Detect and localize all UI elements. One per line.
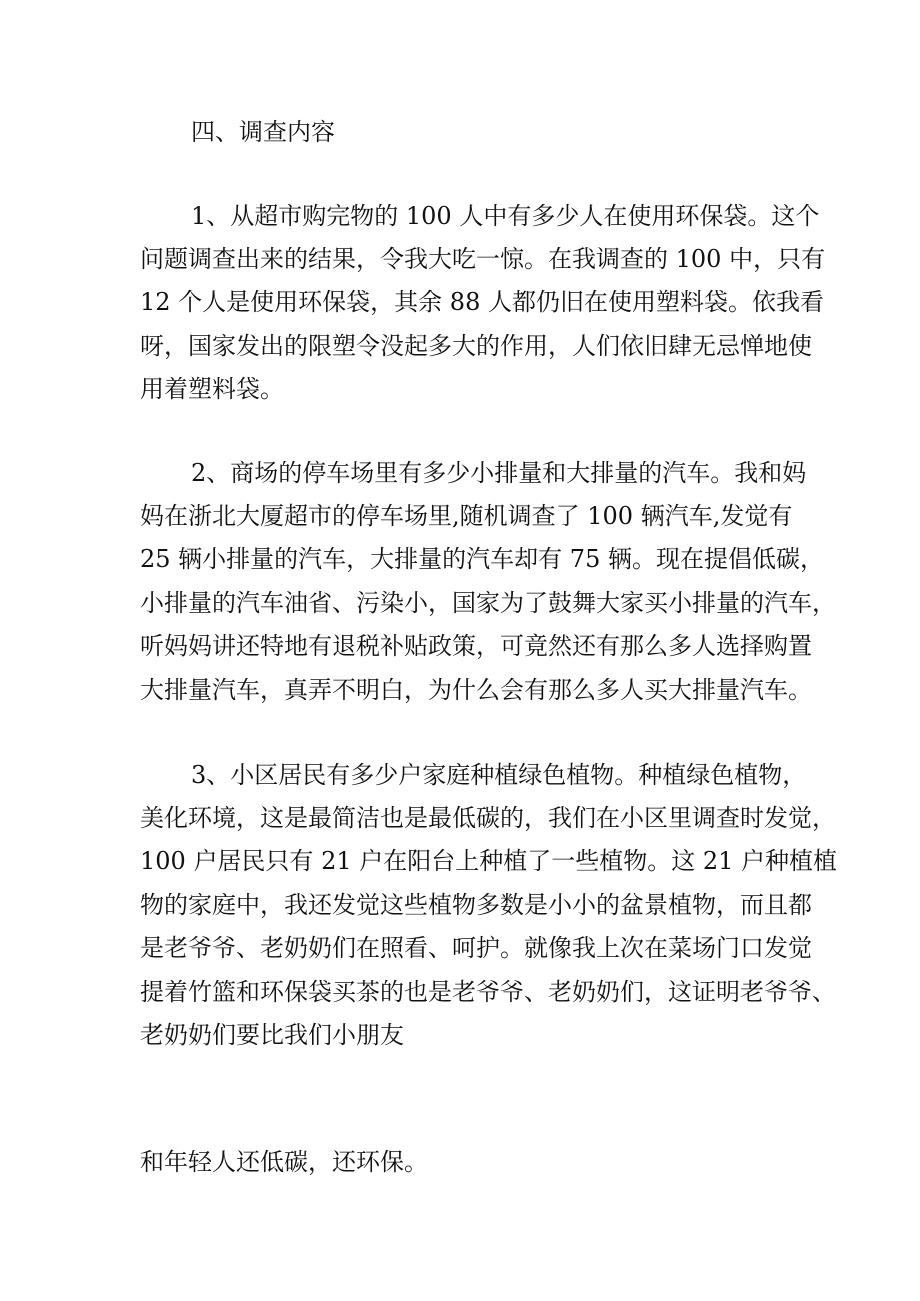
paragraph-3-line-3: 100 户居民只有 21 户在阳台上种植了一些植物。这 21 户种植植	[140, 847, 838, 875]
paragraph-3-line-2: 美化环境，这是最简洁也是最低碳的，我们在小区里调查时发觉，	[140, 804, 836, 832]
paragraph-1-line-4: 呀，国家发出的限塑令没起多大的作用，人们依旧肆无忌惮地使	[140, 332, 812, 360]
paragraph-2-line-5: 听妈妈讲还特地有退税补贴政策，可竟然还有那么多人选择购置	[140, 632, 812, 660]
paragraph-3-line-4: 物的家庭中，我还发觉这些植物多数是小小的盆景植物，而且都	[140, 891, 812, 919]
section-heading: 四、调查内容	[191, 118, 335, 146]
paragraph-4-line-1: 和年轻人还低碳，还环保。	[140, 1148, 428, 1176]
paragraph-1-line-5: 用着塑料袋。	[140, 375, 284, 403]
paragraph-3-line-6: 提着竹篮和环保袋买茶的也是老爷爷、老奶奶们，这证明老爷爷、	[140, 978, 836, 1006]
paragraph-1-line-2: 问题调查出来的结果，令我大吃一惊。在我调查的 100 中，只有	[140, 245, 826, 273]
paragraph-3-line-5: 是老爷爷、老奶奶们在照看、呵护。就像我上次在菜场门口发觉	[140, 934, 812, 962]
paragraph-2-line-1: 2、商场的停车场里有多少小排量和大排量的汽车。我和妈	[191, 459, 807, 487]
paragraph-3-line-1: 3、小区居民有多少户家庭种植绿色植物。种植绿色植物，	[191, 761, 807, 789]
paragraph-3-line-7: 老奶奶们要比我们小朋友	[140, 1021, 404, 1049]
paragraph-1-line-1: 1、从超市购完物的 100 人中有多少人在使用环保袋。这个	[191, 202, 820, 230]
paragraph-2-line-2: 妈在浙北大厦超市的停车场里,随机调查了 100 辆汽车,发觉有	[140, 502, 793, 530]
paragraph-2-line-3: 25 辆小排量的汽车，大排量的汽车却有 75 辆。现在提倡低碳，	[140, 545, 824, 573]
paragraph-2-line-6: 大排量汽车，真弄不明白，为什么会有那么多人买大排量汽车。	[140, 676, 812, 704]
paragraph-2-line-4: 小排量的汽车油省、污染小，国家为了鼓舞大家买小排量的汽车，	[140, 589, 836, 617]
paragraph-1-line-3: 12 个人是使用环保袋，其余 88 人都仍旧在使用塑料袋。依我看	[140, 288, 824, 316]
